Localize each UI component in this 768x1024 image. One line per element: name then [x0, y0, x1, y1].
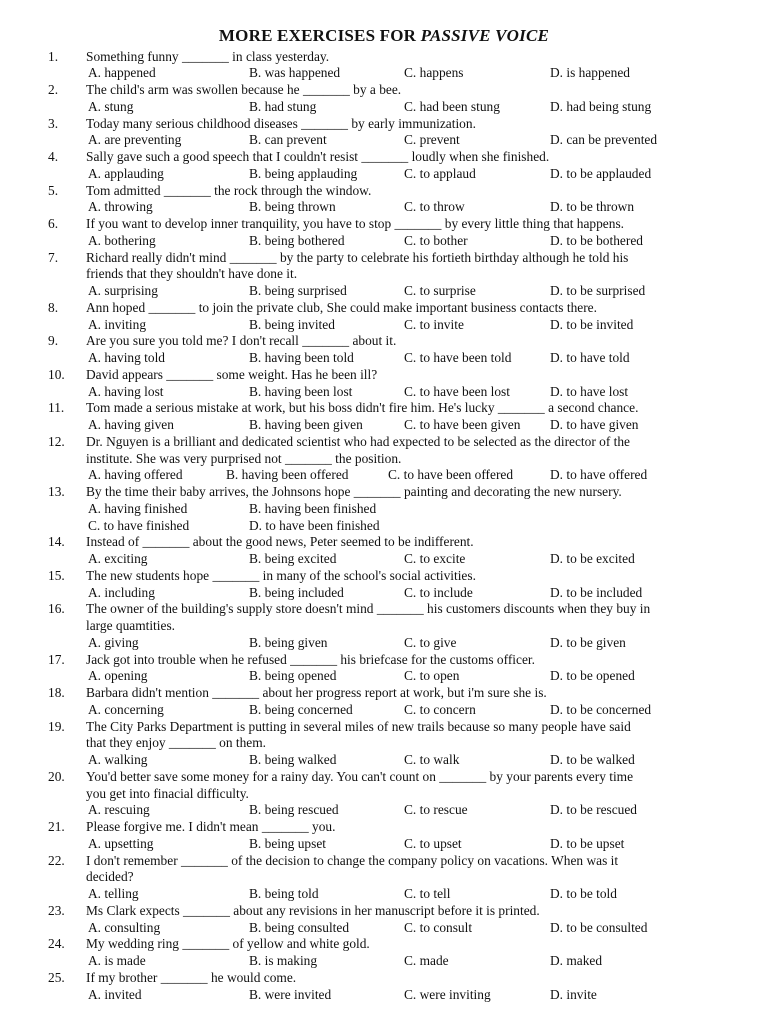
answer-option[interactable]: A. surprising	[88, 283, 158, 298]
options-row	[0, 952, 768, 969]
question-number: 14.	[48, 534, 65, 550]
question-number: 1.	[48, 48, 59, 64]
question-text: friends that they shouldn't have done it.	[86, 266, 298, 282]
answer-option[interactable]: A. rescuing	[88, 802, 150, 818]
answer-option[interactable]: A. walking	[88, 752, 148, 767]
question-text: Something funny _______ in class yesterday.	[86, 48, 330, 64]
options-row	[0, 165, 768, 182]
options-row	[0, 701, 768, 718]
answer-option[interactable]: D. maked	[550, 953, 603, 968]
answer-option[interactable]: B. being thrown	[249, 199, 336, 215]
question-row	[0, 868, 768, 885]
question-number: 25.	[48, 969, 65, 985]
answer-option[interactable]: A. consulting	[88, 919, 161, 935]
answer-option[interactable]: A. having lost	[88, 383, 164, 399]
answer-option[interactable]: D. to be given	[550, 634, 626, 650]
answer-option[interactable]: D. to have lost	[550, 383, 629, 399]
answer-option[interactable]: A. inviting	[88, 316, 147, 332]
question-row	[0, 567, 768, 584]
answer-option[interactable]: B. being concerned	[249, 701, 353, 717]
answer-option[interactable]: D. to be upset	[550, 835, 625, 851]
title-italic: PASSIVE VOICE	[420, 26, 550, 45]
options-row	[0, 835, 768, 852]
question-number: 5.	[48, 182, 59, 198]
answer-option[interactable]: B. is making	[249, 953, 318, 968]
answer-option[interactable]: B. being walked	[249, 752, 337, 767]
question-text: David appears _______ some weight. Has he been ill?	[86, 366, 378, 382]
answer-option[interactable]: A. is made	[88, 953, 146, 968]
answer-option[interactable]: A. telling	[88, 886, 139, 901]
question-text: Ann hoped _______ to join the private club, She could make important business contacts there.	[86, 299, 597, 315]
question-number: 9.	[48, 333, 59, 349]
answer-option[interactable]: B. being surprised	[249, 283, 347, 298]
options-row	[0, 466, 768, 483]
question-row	[0, 265, 768, 282]
question-number: 6.	[48, 216, 59, 231]
answer-option[interactable]: A. having given	[88, 417, 174, 432]
question-row	[0, 684, 768, 701]
answer-option[interactable]: B. being bothered	[249, 232, 345, 248]
options-row	[0, 986, 768, 1003]
options-row	[0, 517, 768, 534]
options-row	[0, 282, 768, 299]
answer-option[interactable]: B. being consulted	[249, 919, 350, 935]
answer-option[interactable]: C. to applaud	[404, 165, 476, 181]
question-text: If you want to develop inner tranquility, you have to stop _______ by every little thing that happens.	[86, 216, 624, 231]
options-row	[0, 232, 768, 249]
question-row	[0, 600, 768, 617]
question-number: 24.	[48, 936, 65, 952]
answer-option[interactable]: D. is happened	[550, 65, 630, 81]
answer-option[interactable]: D. to have told	[550, 350, 630, 365]
answer-option[interactable]: B. can prevent	[249, 132, 327, 148]
question-text: Richard really didn't mind _______ by the party to celebrate his fortieth birthday although he told his	[86, 249, 629, 265]
answer-option[interactable]: D. to be excited	[550, 551, 635, 566]
question-row	[0, 249, 768, 266]
question-row	[0, 332, 768, 349]
answer-option[interactable]: B. having been lost	[249, 383, 353, 399]
answer-option[interactable]: D. can be prevented	[550, 132, 658, 148]
options-row	[0, 198, 768, 215]
question-row	[0, 533, 768, 550]
answer-option[interactable]: D. to be thrown	[550, 199, 635, 215]
question-text: My wedding ring _______ of yellow and white gold.	[86, 936, 370, 952]
answer-option[interactable]: C. to have finished	[88, 517, 190, 533]
answer-option[interactable]: C. to upset	[404, 835, 462, 851]
question-number: 13.	[48, 484, 65, 499]
options-row	[0, 416, 768, 433]
question-text: I don't remember _______ of the decision to change the company policy on vacations. When was it	[86, 852, 619, 868]
answer-option[interactable]: D. to be told	[550, 886, 617, 901]
options-row	[0, 316, 768, 333]
answer-option[interactable]: B. being told	[249, 886, 319, 901]
answer-option[interactable]: A. stung	[88, 98, 134, 114]
question-text: Are you sure you told me? I don't recall _______ about it.	[86, 333, 397, 349]
question-number: 7.	[48, 249, 59, 265]
question-number: 21.	[48, 819, 65, 834]
question-row	[0, 852, 768, 869]
question-row	[0, 48, 768, 65]
answer-option[interactable]: D. to have been finished	[249, 517, 380, 533]
options-row	[0, 634, 768, 651]
answer-option[interactable]: C. to throw	[404, 199, 465, 215]
answer-option[interactable]: D. to be walked	[550, 752, 635, 767]
answer-option[interactable]: D. to be rescued	[550, 802, 638, 818]
question-number: 8.	[48, 299, 59, 315]
question-row	[0, 902, 768, 919]
question-number: 10.	[48, 366, 65, 382]
answer-option[interactable]: B. being given	[249, 634, 328, 650]
answer-option[interactable]: C. were inviting	[404, 986, 491, 1002]
question-row	[0, 148, 768, 165]
answer-option[interactable]: C. to concern	[404, 701, 476, 717]
answer-option[interactable]: D. to be opened	[550, 668, 635, 684]
answer-option[interactable]: A. opening	[88, 668, 148, 684]
question-text: Today many serious childhood diseases _______ by early immunization.	[86, 115, 476, 131]
question-text: Tom made a serious mistake at work, but his boss didn't fire him. He's lucky _______ a second chance.	[86, 400, 639, 416]
answer-option[interactable]: C. to have been given	[404, 417, 521, 432]
answer-option[interactable]: A. including	[88, 584, 155, 600]
answer-option[interactable]: B. being applauding	[249, 165, 358, 181]
answer-option[interactable]: B. being opened	[249, 668, 337, 684]
answer-option[interactable]: C. to have been lost	[404, 383, 510, 399]
answer-option[interactable]: D. to be bothered	[550, 232, 643, 248]
options-row	[0, 919, 768, 936]
question-number: 11.	[48, 400, 65, 416]
question-text: The City Parks Department is putting in several miles of new trails because so many people have said	[86, 718, 631, 734]
answer-option[interactable]: D. to be surprised	[550, 283, 646, 298]
question-row	[0, 450, 768, 467]
question-text: If my brother _______ he would come.	[86, 969, 297, 985]
question-row	[0, 115, 768, 132]
answer-option[interactable]: C. to include	[404, 584, 473, 600]
options-row	[0, 584, 768, 601]
answer-option[interactable]: D. invite	[550, 986, 597, 1002]
question-number: 23.	[48, 902, 65, 918]
answer-option[interactable]: D. to have given	[550, 417, 639, 432]
options-row	[0, 751, 768, 768]
options-row	[0, 801, 768, 818]
question-row	[0, 969, 768, 986]
question-text: Dr. Nguyen is a brilliant and dedicated scientist who had expected to be selected as the director of the	[86, 433, 630, 449]
question-row	[0, 399, 768, 416]
options-row	[0, 98, 768, 115]
options-row	[0, 885, 768, 902]
answer-option[interactable]: C. had been stung	[404, 98, 500, 114]
answer-option[interactable]: C. made	[404, 953, 449, 968]
answer-option[interactable]: C. prevent	[404, 132, 460, 148]
answer-option[interactable]: B. being invited	[249, 316, 335, 332]
question-row	[0, 81, 768, 98]
options-row	[0, 500, 768, 517]
question-text: Instead of _______ about the good news, Peter seemed to be indifferent.	[86, 534, 474, 550]
question-text: The child's arm was swollen because he _______ by a bee.	[86, 82, 402, 97]
answer-option[interactable]: C. to give	[404, 634, 457, 650]
question-number: 3.	[48, 115, 59, 131]
question-text: Tom admitted _______ the rock through the window.	[86, 182, 372, 198]
question-text: Please forgive me. I didn't mean _______ you.	[86, 819, 336, 834]
answer-option[interactable]: C. happens	[404, 65, 464, 81]
answer-option[interactable]: D. to be applauded	[550, 165, 652, 181]
question-text: You'd better save some money for a rainy day. You can't count on _______ by your parents every time	[86, 768, 634, 784]
options-row	[0, 383, 768, 400]
answer-option[interactable]: B. having been given	[249, 417, 363, 432]
answer-option[interactable]: D. had being stung	[550, 98, 652, 114]
answer-option[interactable]: C. to surprise	[404, 283, 476, 298]
question-text: Barbara didn't mention _______ about her progress report at work, but i'm sure she is.	[86, 685, 547, 700]
question-number: 18.	[48, 685, 65, 700]
options-row	[0, 131, 768, 148]
question-row	[0, 785, 768, 802]
question-text: The owner of the building's supply store doesn't mind _______ his customers discounts when they buy in	[86, 601, 651, 617]
answer-option[interactable]: A. having offered	[88, 467, 183, 483]
answer-option[interactable]: B. being rescued	[249, 802, 339, 818]
question-number: 2.	[48, 82, 59, 97]
question-number: 16.	[48, 601, 65, 617]
question-text: Jack got into trouble when he refused _______ his briefcase for the customs officer.	[86, 651, 535, 667]
question-row	[0, 718, 768, 735]
question-row	[0, 215, 768, 232]
answer-option[interactable]: C. to rescue	[404, 802, 468, 818]
question-row	[0, 433, 768, 450]
question-row	[0, 182, 768, 199]
answer-option[interactable]: C. to consult	[404, 919, 473, 935]
question-text: large quamtities.	[86, 618, 176, 633]
question-text: The new students hope _______ in many of the school's social activities.	[86, 567, 476, 583]
question-row	[0, 299, 768, 316]
question-row	[0, 366, 768, 383]
page-title	[0, 26, 768, 46]
answer-option[interactable]: A. upsetting	[88, 835, 154, 851]
question-row	[0, 617, 768, 634]
answer-option[interactable]: C. to invite	[404, 316, 464, 332]
answer-option[interactable]: B. being upset	[249, 835, 326, 851]
options-row	[0, 64, 768, 81]
answer-option[interactable]: A. are preventing	[88, 132, 182, 148]
answer-option[interactable]: A. throwing	[88, 199, 153, 215]
options-row	[0, 349, 768, 366]
question-text: Ms Clark expects _______ about any revisions in her manuscript before it is printed.	[86, 902, 540, 918]
title-main: MORE EXERCISES FOR	[218, 26, 421, 45]
question-number: 4.	[48, 149, 59, 164]
answer-option[interactable]: B. being included	[249, 584, 344, 600]
answer-option[interactable]: C. to open	[404, 668, 460, 684]
answer-option[interactable]: D. to be concerned	[550, 701, 652, 717]
answer-option[interactable]: A. having finished	[88, 500, 188, 516]
answer-option[interactable]: B. having been finished	[249, 500, 377, 516]
answer-option[interactable]: A. invited	[88, 986, 142, 1002]
answer-option[interactable]: C. to have been told	[404, 350, 512, 365]
answer-option[interactable]: B. having been told	[249, 350, 354, 365]
question-number: 17.	[48, 651, 65, 667]
question-row	[0, 935, 768, 952]
answer-option[interactable]: A. applauding	[88, 165, 164, 181]
answer-option[interactable]: C. to have been offered	[388, 467, 514, 483]
question-row	[0, 818, 768, 835]
question-text: By the time their baby arrives, the Johnsons hope _______ painting and decorating the new nursery.	[86, 484, 622, 499]
answer-option[interactable]: A. exciting	[88, 551, 148, 566]
question-text: decided?	[86, 869, 134, 885]
options-row	[0, 550, 768, 567]
answer-option[interactable]: A. having told	[88, 350, 165, 365]
answer-option[interactable]: A. giving	[88, 634, 139, 650]
answer-option[interactable]: A. bothering	[88, 232, 156, 248]
answer-option[interactable]: A. concerning	[88, 701, 164, 717]
question-row	[0, 768, 768, 785]
answer-option[interactable]: D. to be consulted	[550, 919, 648, 935]
question-row	[0, 734, 768, 751]
answer-option[interactable]: C. to excite	[404, 551, 466, 566]
answer-option[interactable]: B. had stung	[249, 98, 317, 114]
question-row	[0, 651, 768, 668]
answer-option[interactable]: B. being excited	[249, 551, 337, 566]
answer-option[interactable]: A. happened	[88, 65, 156, 81]
question-number: 15.	[48, 567, 65, 583]
question-number: 22.	[48, 852, 65, 868]
answer-option[interactable]: B. having been offered	[226, 467, 349, 483]
options-row	[0, 667, 768, 684]
question-number: 12.	[48, 433, 65, 449]
question-text: that they enjoy _______ on them.	[86, 735, 267, 751]
answer-option[interactable]: D. to be invited	[550, 316, 634, 332]
question-text: institute. She was very purprised not _______ the position.	[86, 450, 402, 466]
question-number: 20.	[48, 768, 65, 784]
answer-option[interactable]: B. was happened	[249, 65, 341, 81]
answer-option[interactable]: D. to be included	[550, 584, 643, 600]
answer-option[interactable]: D. to have offered	[550, 467, 648, 483]
answer-option[interactable]: B. were invited	[249, 986, 332, 1002]
question-number: 19.	[48, 718, 65, 734]
answer-option[interactable]: C. to walk	[404, 752, 460, 767]
answer-option[interactable]: C. to tell	[404, 886, 451, 901]
question-text: you get into finacial difficulty.	[86, 785, 249, 801]
question-row	[0, 483, 768, 500]
answer-option[interactable]: C. to bother	[404, 232, 468, 248]
question-text: Sally gave such a good speech that I couldn't resist _______ loudly when she finished.	[86, 149, 550, 164]
